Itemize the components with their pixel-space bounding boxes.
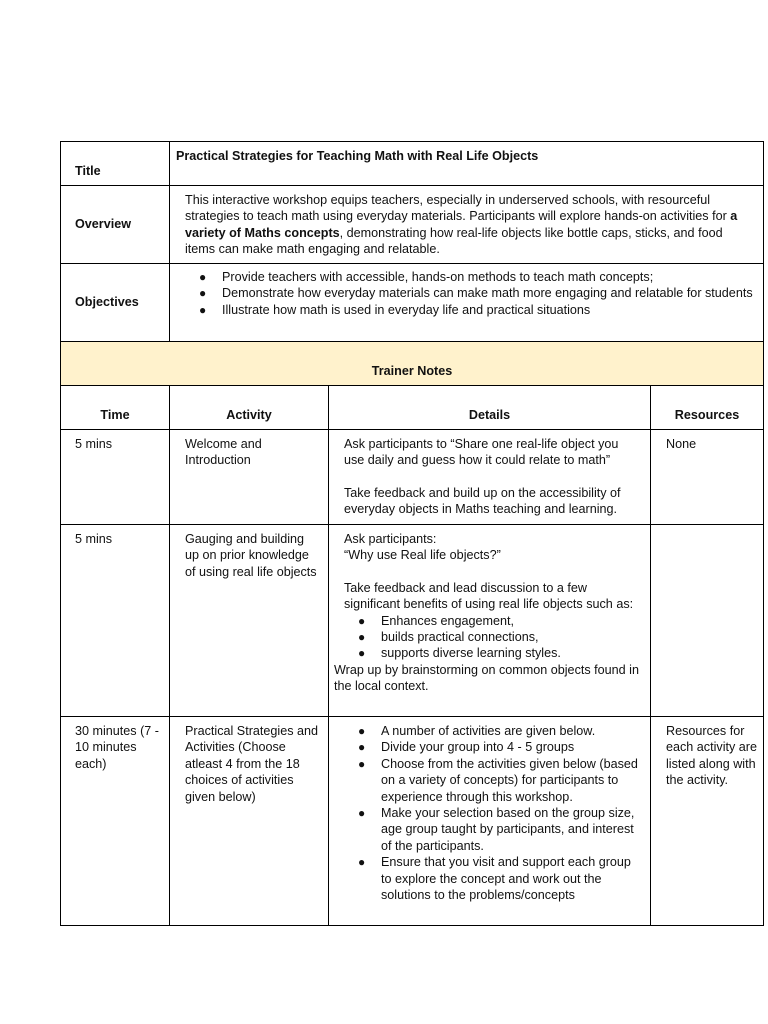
row3-steps-list	[358, 723, 642, 903]
trainer-notes-row	[61, 342, 764, 386]
col-header-time: Time	[61, 386, 170, 430]
row3-time: 30 minutes (7 - 10 minutes each)	[61, 717, 170, 926]
step-item: ● A number of activities are given below.	[358, 723, 642, 739]
col-header-details: Details	[329, 386, 651, 430]
step-item: ● Choose from the activities given below (based on a variety of concepts) for participants to experience through this workshop.	[358, 756, 642, 805]
workshop-title: Practical Strategies for Teaching Math with Real Life Objects	[170, 142, 764, 186]
row1-time: 5 mins	[61, 430, 170, 525]
row2-details-question: “Why use Real life objects?”	[344, 548, 501, 563]
overview-row	[61, 186, 764, 264]
objective-item: ● Provide teachers with accessible, hands-on methods to teach math concepts;	[199, 269, 753, 285]
row2-activity: Gauging and building up on prior knowledge of using real life objects	[170, 525, 329, 717]
objectives-cell	[170, 264, 764, 342]
objectives-list	[199, 269, 753, 318]
table-row	[61, 717, 764, 926]
trainer-notes-heading: Trainer Notes	[61, 342, 764, 386]
overview-text-bold: a variety of Maths concepts	[185, 209, 738, 240]
objective-item: ● Demonstrate how everyday materials can make math more engaging and relatable for students	[199, 285, 753, 301]
row2-details-p1: Ask participants:	[344, 532, 437, 546]
step-item: ● Make your selection based on the group size, age group taught by participants, and interest of the participants.	[358, 805, 642, 854]
row2-details-prompt	[334, 531, 642, 613]
step-item: ● Divide your group into 4 - 5 groups	[358, 739, 642, 755]
overview-text-end: , demonstrating how real-life objects like bottle caps, sticks, and food items can make math engaging and relatable.	[185, 225, 723, 257]
col-header-activity: Activity	[170, 386, 329, 430]
title-label: Title	[61, 142, 170, 186]
step-item: ● Ensure that you visit and support each group to explore the concept and work out the solutions to the problems/concepts	[358, 854, 642, 903]
row1-activity: Welcome and Introduction	[170, 430, 329, 525]
row2-details	[329, 525, 651, 717]
overview-label: Overview	[61, 186, 170, 264]
objectives-row	[61, 264, 764, 342]
table-row	[61, 430, 764, 525]
overview-text	[170, 186, 764, 264]
table-row	[61, 525, 764, 717]
title-row	[61, 142, 764, 186]
benefit-item: ● Enhances engagement,	[358, 613, 642, 629]
row1-details-p2: Take feedback and build up on the accessibility of everyday objects in Maths teaching and learning.	[344, 485, 621, 517]
row3-details	[329, 717, 651, 926]
row1-details-p1: Ask participants to “Share one real-life object you use daily and guess how it could relate to math”	[344, 437, 619, 468]
notes-header-row	[61, 386, 764, 430]
row2-resources	[651, 525, 764, 717]
row1-details	[329, 430, 651, 525]
row2-time: 5 mins	[61, 525, 170, 717]
row3-activity: Practical Strategies and Activities (Choose atleast 4 from the 18 choices of activities given below)	[170, 717, 329, 926]
workshop-table	[60, 141, 764, 926]
row2-details-p2: Take feedback and lead discussion to a few significant benefits of using real life objects such as:	[344, 580, 634, 612]
row3-resources: Resources for each activity are listed along with the activity.	[651, 717, 764, 926]
benefit-item: ● supports diverse learning styles.	[358, 645, 642, 661]
col-header-resources: Resources	[651, 386, 764, 430]
objectives-label: Objectives	[61, 264, 170, 342]
objective-item: ● Illustrate how math is used in everyday life and practical situations	[199, 302, 753, 318]
row1-resources: None	[651, 430, 764, 525]
benefit-item: ● builds practical connections,	[358, 629, 642, 645]
row2-details-p3: Wrap up by brainstorming on common objects found in the local context.	[334, 662, 639, 694]
row2-benefits-list	[334, 613, 642, 662]
overview-text-start: This interactive workshop equips teachers, especially in underserved schools, with resourceful strategies to teach math using everyday materials. Participants will explore hands-on activities for	[185, 193, 731, 224]
